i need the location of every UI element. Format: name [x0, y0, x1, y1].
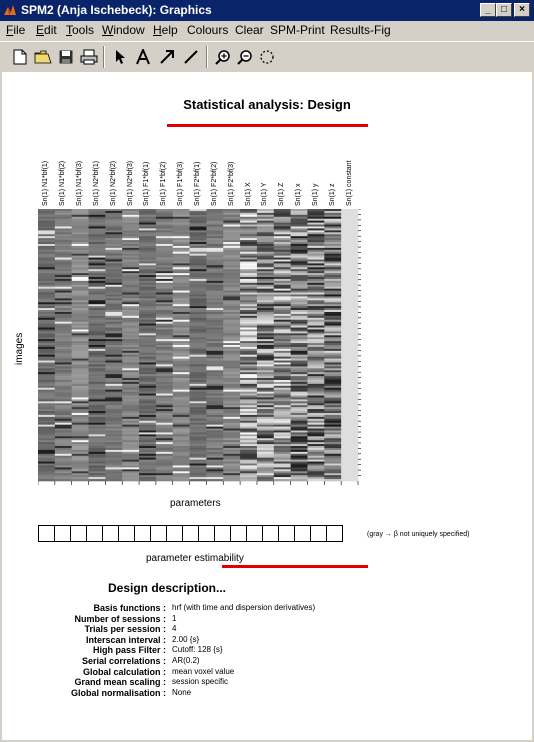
- pointer-icon[interactable]: [110, 47, 130, 67]
- design-key: Interscan interval :: [85, 634, 166, 645]
- design-description-title: Design description...: [107, 581, 227, 595]
- column-label: Sn(1) Y: [261, 182, 269, 206]
- estimability-underline: [222, 565, 368, 568]
- column-label: Sn(1) F2*bf(3): [227, 161, 235, 206]
- estimability-cell: [278, 525, 295, 542]
- estimability-cell: [294, 525, 311, 542]
- design-row: [2, 688, 532, 698]
- estimability-cell: [246, 525, 263, 542]
- design-value: None: [172, 687, 192, 697]
- design-value: mean voxel value: [172, 666, 235, 676]
- menu-file[interactable]: File: [6, 23, 26, 37]
- window-title: SPM2 (Anja Ischebeck): Graphics: [21, 3, 212, 17]
- menu-spm-print[interactable]: SPM-Print: [270, 23, 325, 37]
- maximize-button[interactable]: □: [496, 3, 512, 17]
- line-tool-icon[interactable]: [181, 47, 201, 67]
- column-label: Sn(1) N2*bf(1): [92, 160, 100, 206]
- estimability-cell: [118, 525, 135, 542]
- column-label: Sn(1) N2*bf(3): [126, 160, 134, 206]
- menu-results-fig[interactable]: Results-Fig: [330, 23, 391, 37]
- estimability-cell: [198, 525, 215, 542]
- design-row: [2, 656, 532, 666]
- estimability-cell: [182, 525, 199, 542]
- column-label: Sn(1) N1*bf(3): [76, 160, 84, 206]
- save-icon[interactable]: [56, 47, 76, 67]
- estimability-note: (gray → β not uniquely specified): [367, 531, 470, 538]
- design-key: Number of sessions :: [74, 613, 166, 624]
- design-key: Basis functions :: [93, 603, 166, 613]
- column-label: Sn(1) z: [328, 183, 336, 206]
- estimability-cell: [166, 525, 183, 542]
- estimability-cell: [38, 525, 55, 542]
- design-value: session specific: [172, 677, 229, 687]
- x-axis-label: parameters: [170, 498, 221, 509]
- matlab-app-icon: [3, 3, 17, 17]
- estimability-cell: [86, 525, 103, 542]
- estimability-cell: [262, 525, 279, 542]
- estimability-cell: [214, 525, 231, 542]
- menu-bar: [0, 21, 534, 40]
- menu-help[interactable]: Help: [153, 23, 178, 37]
- text-tool-icon[interactable]: [133, 47, 153, 67]
- design-row: [2, 645, 532, 655]
- column-label: Sn(1) X: [244, 182, 252, 206]
- design-row: [2, 614, 532, 624]
- y-axis-label: images: [14, 332, 25, 365]
- toolbar: [0, 41, 534, 72]
- estimability-cell: [54, 525, 71, 542]
- zoom-in-icon[interactable]: [213, 47, 233, 67]
- title-underline: [167, 124, 368, 127]
- column-label: Sn(1) constant: [345, 160, 353, 206]
- title-bar: [0, 0, 534, 21]
- design-value: AR(0.2): [172, 656, 200, 665]
- column-label: Sn(1) F2*bf(2): [210, 161, 218, 206]
- close-button[interactable]: ×: [514, 3, 530, 17]
- estimability-cell: [150, 525, 167, 542]
- estimability-cell: [310, 525, 327, 542]
- estimability-cell: [326, 525, 343, 542]
- column-label: Sn(1) N1*bf(2): [59, 160, 67, 206]
- design-value: 4: [172, 624, 177, 634]
- minimize-button[interactable]: _: [480, 3, 496, 17]
- menu-tools[interactable]: Tools: [66, 23, 95, 37]
- column-label: Sn(1) F1*bf(3): [177, 161, 185, 206]
- design-row: [2, 624, 532, 634]
- menu-window[interactable]: Window: [102, 23, 145, 37]
- rotate-icon[interactable]: [257, 47, 277, 67]
- menu-edit[interactable]: Edit: [36, 23, 57, 37]
- design-matrix: [38, 209, 368, 487]
- design-key: Grand mean scaling :: [74, 677, 166, 688]
- design-row: [2, 667, 532, 677]
- column-label: Sn(1) x: [295, 183, 303, 206]
- design-row: [2, 677, 532, 687]
- column-label: Sn(1) F1*bf(1): [143, 161, 151, 206]
- design-key: Global normalisation :: [70, 687, 166, 698]
- estimability-label: parameter estimability: [146, 553, 244, 564]
- design-value: 2.00 {s}: [172, 634, 200, 644]
- print-icon[interactable]: [79, 47, 99, 67]
- estimability-cell: [102, 525, 119, 542]
- column-label: Sn(1) F1*bf(2): [160, 161, 168, 206]
- menu-colours[interactable]: Colours: [187, 23, 229, 37]
- design-value: 1: [172, 613, 177, 623]
- estimability-cell: [230, 525, 247, 542]
- figure-canvas: [2, 72, 532, 740]
- estimability-cell: [70, 525, 87, 542]
- new-file-icon[interactable]: [10, 47, 30, 67]
- design-key: Serial correlations :: [81, 656, 166, 666]
- column-label: Sn(1) N1*bf(1): [42, 160, 50, 206]
- arrow-tool-icon[interactable]: [157, 47, 177, 67]
- column-label: Sn(1) Z: [278, 182, 286, 206]
- design-key: Global calculation :: [82, 666, 166, 677]
- design-row: [2, 635, 532, 645]
- estimability-row: [38, 525, 342, 542]
- column-label: Sn(1) N2*bf(2): [109, 160, 117, 206]
- estimability-cell: [134, 525, 151, 542]
- design-key: Trials per session :: [84, 624, 166, 635]
- column-label: Sn(1) y: [311, 183, 319, 206]
- open-folder-icon[interactable]: [33, 47, 53, 67]
- figure-title: Statistical analysis: Design: [183, 97, 351, 112]
- design-value: hrf (with time and dispersion derivatives): [172, 603, 316, 612]
- design-row: [2, 603, 532, 613]
- zoom-out-icon[interactable]: [235, 47, 255, 67]
- design-value: Cutoff: 128 {s}: [172, 645, 223, 655]
- design-key: High pass Filter :: [92, 645, 166, 656]
- menu-clear[interactable]: Clear: [235, 23, 264, 37]
- column-label: Sn(1) F2*bf(1): [194, 161, 201, 206]
